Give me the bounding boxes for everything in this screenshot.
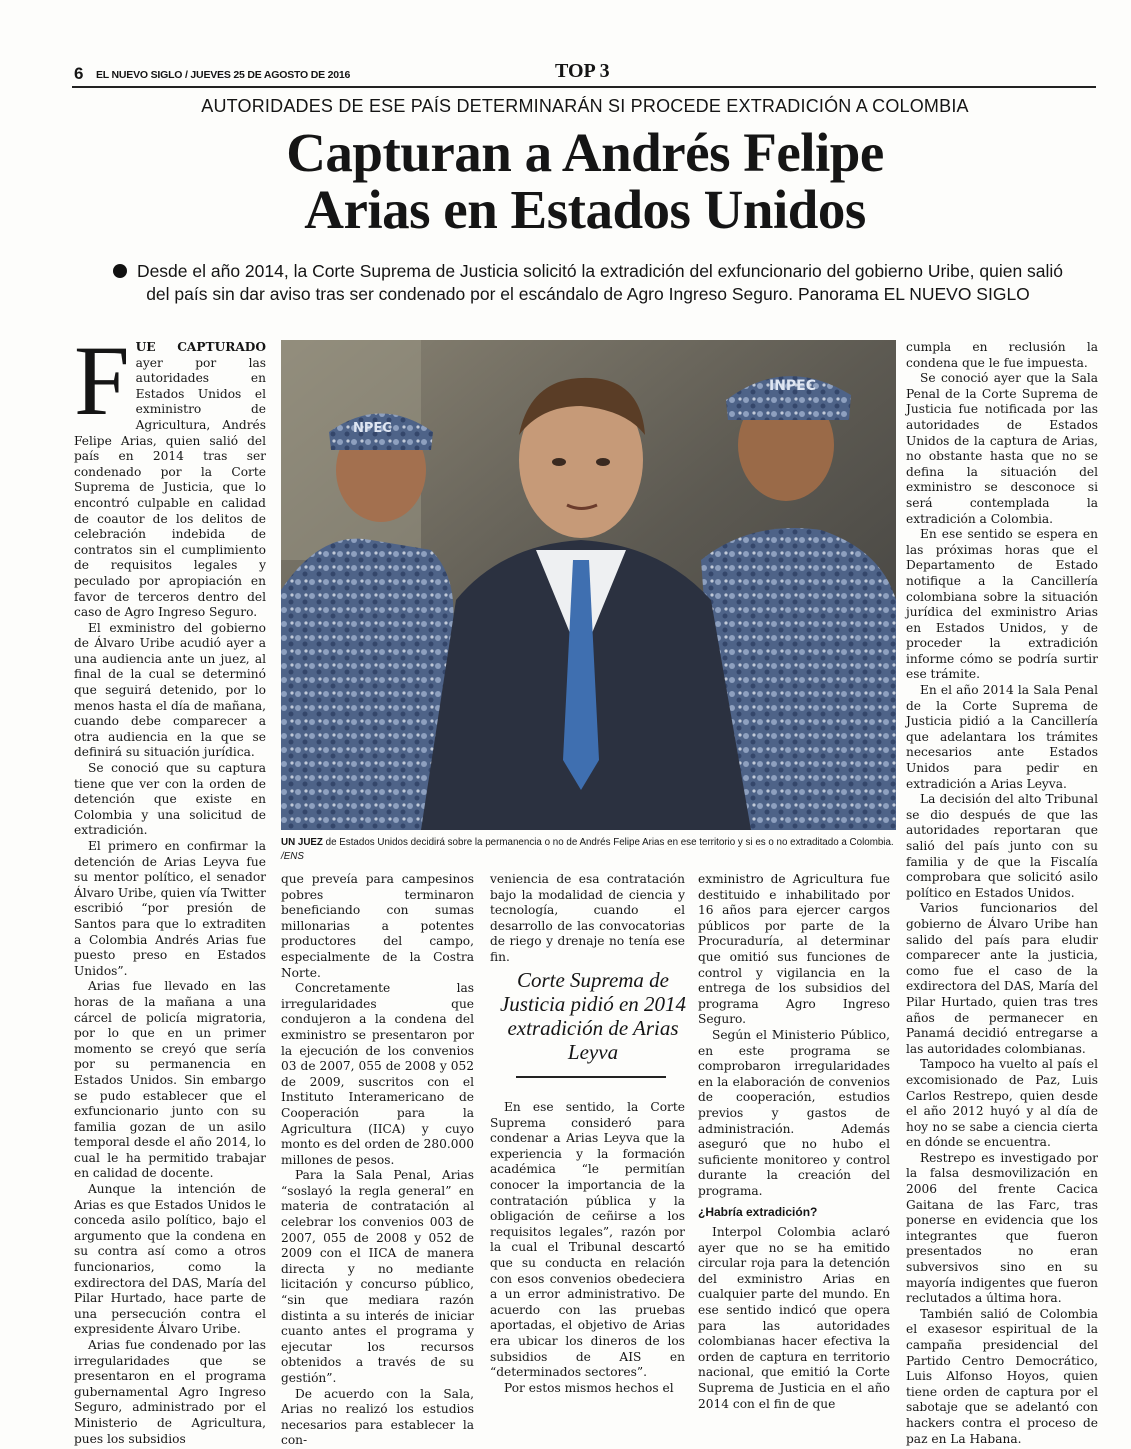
paragraph: Arias fue llevado en las horas de la mañana a una cárcel de policía migratoria, por lo que en un primer momento se creyó que sería por su permanencia en Estados Unidos. Sin embargo se pudo establecer que el exfuncionario junto con su familia gozan de un asilo temporal desde el año 2014, lo cual le ha permitido trabajar en calidad de docente. — [74, 979, 266, 1181]
paragraph: que preveía para campesinos pobres terminaron beneficiando con sumas millonarias a potentes productores del campo, especialmente de la Costra Norte. — [281, 872, 474, 980]
badge-left: NPEC — [353, 421, 392, 436]
column-3 — [490, 1100, 685, 1396]
paragraph: Tampoco ha vuelto al país el excomisionado de Paz, Luis Carlos Restrepo, quien desde el año 2012 huyó y al día de hoy no se sabe a ciencia cierta en dónde se encuentra. — [906, 1057, 1098, 1150]
paragraph: Concretamente las irregularidades que condujeron a la condena del exministro se presentaron por la ejecución de los convenios 03 de 2007, 055 de 2008 y 052 de 2009, suscritos con el Instituto Interamericano de Cooperación para la Agricultura (IICA) y cuyo monto es del orden de 280.000 millones de pesos. — [281, 981, 474, 1167]
page-number: 6 — [74, 64, 84, 83]
subhead-line-1 — [88, 260, 1088, 283]
subhead-line-2: del país sin dar aviso tras ser condenado por el escándalo de Agro Ingreso Seguro. Panorama EL NUEVO SIGLO — [146, 284, 1030, 304]
paragraph: Interpol Colombia aclaró ayer que no se ha emitido circular roja para la detención del exministro Arias en cualquier parte del mundo. En ese sentido indicó que opera para las autoridades colombianas hacer efectiva la orden de captura en territorio nacional, que emitió la Corte Suprema de Justicia en el año 2014 con el fin de que — [698, 1225, 890, 1411]
column-3-top — [490, 872, 685, 966]
paragraph: En ese sentido se espera en las próximas horas que el Departamento de Estado notifique a la Cancillería colombiana sobre la situación jurídica del exministro Arias en Estados Unidos, y de proceder la extradición informe cómo se podría surtir ese trámite. — [906, 527, 1098, 682]
paragraph: cumpla en reclusión la condena que le fue impuesta. — [906, 340, 1098, 370]
photo-illustration — [281, 340, 896, 830]
paragraph: Para la Sala Penal, Arias “soslayó la regla general” en materia de contratación al celebrar los convenios 003 de 2007, 055 de 2008 y 052 de 2009 con el IICA de manera directa y no mediante licitación y concurso público, “sin que mediara razón distinta a su interés de iniciar cuanto antes el programa y ejecutar los recursos obtenidos a través de su gestión”. — [281, 1168, 474, 1385]
headline-line-2: Arias en Estados Unidos — [304, 179, 866, 240]
paragraph: También salió de Colombia el exasesor espiritual de la campaña presidencial del Partido Centro Democrático, Luis Alfonso Hoyos, quien tiene orden de captura por el sabotaje que se adelantó con hackers contra el proceso de paz en La Habana. — [906, 1306, 1098, 1446]
paragraph: Arias fue condenado por las irregularidades que se presentaron en el programa gubernamental Agro Ingreso Seguro, administrado por el Ministerio de Agricultura, pues los subsidios — [74, 1338, 266, 1446]
lead-paragraph — [74, 325, 266, 621]
column-4 — [698, 872, 890, 1412]
kicker: AUTORIDADES DE ESE PAÍS DETERMINARÁN SI PROCEDE EXTRADICIÓN A COLOMBIA — [201, 96, 969, 116]
pull-quote-rule — [516, 1076, 666, 1078]
subhead — [88, 260, 1088, 306]
subtitle-text: ¿Habría extradición? — [698, 1205, 818, 1220]
paragraph: Se conoció ayer que la Sala Penal de la Corte Suprema de Justicia fue notificada por las autoridades de Estados Unidos de la captura de Arias, no obstante hasta que no se defina la situación del exministro se desconoce si será contemplada la extradición a Colombia. — [906, 371, 1098, 526]
badge-right: INPEC — [769, 378, 817, 394]
caption-text: de Estados Unidos decidirá sobre la permanencia o no de Andrés Felipe Arias en ese territorio y si es o no extraditado a Colombia. — [325, 837, 894, 848]
column-1 — [74, 325, 266, 1447]
paragraph: La decisión del alto Tribunal se dio después de que las autoridades reportaran que salió del país junto con su familia y de que la Fiscalía comprobara que solicitó asilo político en Estados Unidos. — [906, 792, 1098, 900]
paragraph: El primero en confirmar la detención de Arias Leyva fue su mentor político, el senador Álvaro Uribe, quien vía Twitter escribió “por presión de Santos para que lo extraditen a Colombia Andrés Arias fue puesto preso en Estados Unidos”. — [74, 839, 266, 978]
paragraph: Se conoció que su captura tiene que ver con la orden de detención que existe en Colombia y una solicitud de extradición. — [74, 761, 266, 838]
section-title: TOP 3 — [555, 60, 610, 82]
caption-credit: /ENS — [281, 851, 304, 862]
paragraph: Varios funcionarios del gobierno de Álvaro Uribe han salido del país para eludir comparecer ante la justicia, como fue el caso de la exdirectora del DAS, María del Pilar Hurtado, quien tras tres años de permanecer en Panamá decidió entregarse a las autoridades colombianas. — [906, 901, 1098, 1056]
news-photo — [281, 340, 896, 830]
paragraph: En el año 2014 la Sala Penal de la Corte Suprema de Justicia pidió a la Cancillería que adelantara los trámites necesarios ante Estados Unidos para pedir en extradición a Arias Leyva. — [906, 683, 1098, 791]
paragraph: En ese sentido, la Corte Suprema consideró para condenar a Arias Leyva que la experiencia y la formación académica “le permitían conocer la importancia de la contratación pública y la obligación de ceñirse a los requisitos legales”, razón por la cual el Tribunal descartó que su conducta en relación con esos convenios obedeciera a un error administrativo. De acuerdo con las pruebas aportadas, el objetivo de Arias era ubicar los dineros de los subsidios de AIS en “determinados sectores”. — [490, 1100, 685, 1380]
headline-line-1: Capturan a Andrés Felipe — [286, 122, 884, 183]
paragraph: exministro de Agricultura fue destituido e inhabilitado por 16 años para ejercer cargos públicos por parte de la Procuraduría, al determinar que omitió sus funciones de control y vigilancia en la entrega de los subsidios del programa Agro Ingreso Seguro. — [698, 872, 890, 1027]
publication-date: EL NUEVO SIGLO / JUEVES 25 DE AGOSTO DE 2016 — [96, 69, 351, 81]
column-2 — [281, 872, 474, 1449]
paragraph: Por estos mismos hechos el — [504, 1380, 674, 1395]
bullet-icon — [113, 264, 127, 278]
header-rule — [72, 86, 1096, 88]
caption-lead: UN JUEZ — [281, 837, 323, 848]
lead-caps: UE CAPTURADO — [135, 340, 266, 354]
subtitle — [698, 1205, 890, 1221]
paragraph: Según el Ministerio Público, en este programa se comprobaron irregularidades en la elaboración de convenios de cooperación, estudios previos y gastos de administración. Además aseguró que no hubo el suficiente monitoreo y control durante la creación del programa. — [698, 1027, 890, 1198]
paragraph: El exministro del gobierno de Álvaro Uribe acudió ayer a una audiencia ante un juez, al final de la cual se determinó que seguirá detenido, por lo menos hasta el día de mañana, cuando debe comparecer a otra audiencia en la que se definirá su situación jurídica. — [74, 620, 266, 760]
pull-quote: Corte Suprema de Justicia pidió en 2014 extradición de Arias Leyva — [499, 968, 687, 1064]
paragraph: Restrepo es investigado por la falsa desmovilización en 2006 del frente Cacica Gaitana de las Farc, tras ponerse en evidencia que los integrantes que fueron presentados no eran subversivos sino en su mayoría indigentes que fueron reclutados a última hora. — [906, 1150, 1098, 1306]
photo-caption — [281, 836, 896, 864]
dropcap: F — [74, 325, 130, 436]
paragraph: veniencia de esa contratación bajo la modalidad de ciencia y tecnología, cuando el desarrollo de las convocatorias de riego y drenaje no tenía ese fin. — [490, 872, 685, 964]
column-5 — [906, 340, 1098, 1447]
subhead-text-1: Desde el año 2014, la Corte Suprema de Justicia solicitó la extradición del exfuncionario del gobierno Uribe, quien salió — [136, 261, 1064, 281]
paragraph: Aunque la intención de Arias es que Estados Unidos le conceda asilo político, bajo el argumento que la condena en su contra así como a otros funcionarios, como la exdirectora del DAS, María del Pilar Hurtado, hace parte de una persecución contra el expresidente Álvaro Uribe. — [74, 1182, 266, 1337]
paragraph: De acuerdo con la Sala, Arias no realizó los estudios necesarios para establecer la con- — [281, 1386, 474, 1448]
paragraph: ayer por las autoridades en Estados Unidos el exministro de Agricultura, Andrés Felipe Arias, quien salió del país en 2014 tras ser condenado por la Corte Suprema de Justicia, que lo encontró culpable en calidad de coautor de los delitos de celebración indebida de contratos sin el cumplimiento de requisitos legales y peculado por apropiación en favor de terceros dentro del caso de Agro Ingreso Seguro. — [74, 355, 266, 620]
headline — [70, 124, 1100, 238]
